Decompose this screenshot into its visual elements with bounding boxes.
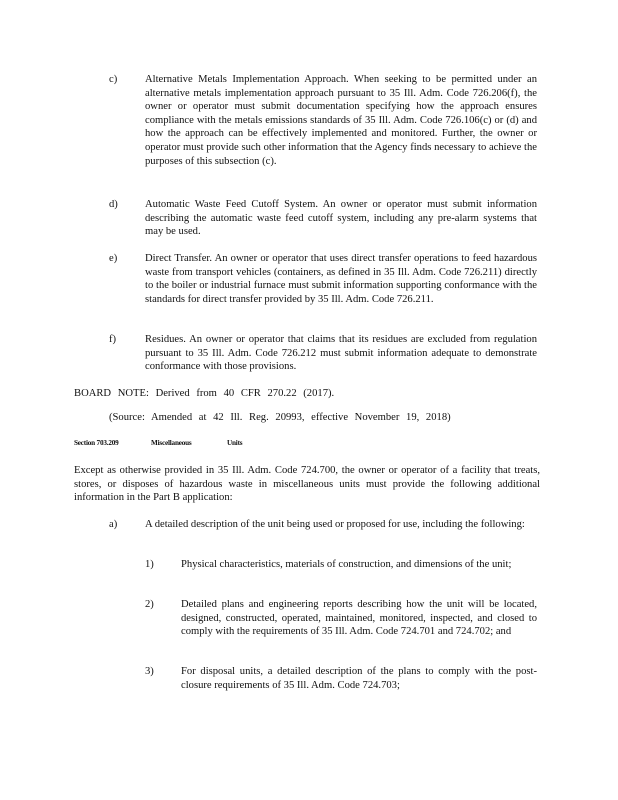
subitem-text-1: Physical characteristics, materials of construction, and dimensions of the unit; [181,559,512,570]
item-label-c: c) [109,74,118,85]
item-label-a: a) [109,519,118,530]
subitem-label-2: 2) [145,599,154,610]
item-text-a: A detailed description of the unit being used or proposed for use, including the following: [145,519,525,530]
item-label-f: f) [109,334,117,345]
subitem-label-3: 3) [145,666,154,677]
item-text-f: Residues. An owner or operator that claims that its residues are excluded from regulation pursuant to 35 Ill. Adm. Code 726.212 must submit information adequate to demonstrate conformance with those provisions. [145,334,537,373]
item-label-d: d) [109,199,118,210]
board-note: BOARD NOTE: Derived from 40 CFR 270.22 (2017). [74,388,335,399]
subitem-text-2: Detailed plans and engineering reports describing how the unit will be located, designed, constructed, operated, maintained, monitored, inspected, and closed to comply with the requirements of 35 Ill. Adm. Code 724.701 and 724.702; and [181,599,537,638]
section-number: Section 703.209 [74,439,119,447]
section-title-part-1: Miscellaneous [151,439,192,447]
item-text-d: Automatic Waste Feed Cutoff System. An owner or operator must submit information describing the automatic waste feed cutoff system, including any pre-alarm systems that may be used. [145,199,537,238]
source-note: (Source: Amended at 42 Ill. Reg. 20993, effective November 19, 2018) [109,412,451,423]
item-text-c: Alternative Metals Implementation Approach. When seeking to be permitted under an alternative metals implementation approach pursuant to 35 Ill. Adm. Code 726.206(f), the owner or operator must submit documentation specifying how the approach ensures compliance with the metals emissions standards of 35 Ill. Adm. Code 726.106(c) or (d) and how the approach can be effectively implemented and monitored. Further, the owner or operator must provide such other information that the Agency finds necessary to achieve the purposes of this subsection (c). [145,74,537,167]
item-text-e: Direct Transfer. An owner or operator that uses direct transfer operations to feed hazardous waste from transport vehicles (containers, as defined in 35 Ill. Adm. Code 726.211) directly to the boiler or industrial furnace must submit information supporting conformance with the standards for direct transfer provided by 35 Ill. Adm. Code 726.211. [145,253,537,305]
intro-paragraph: Except as otherwise provided in 35 Ill. Adm. Code 724.700, the owner or operator of a facility that treats, stores, or disposes of hazardous waste in miscellaneous units must provide the following additional information in the Part B application: [74,465,540,504]
subitem-text-3: For disposal units, a detailed description of the plans to comply with the post-closure requirements of 35 Ill. Adm. Code 724.703; [181,666,537,691]
section-title-part-2: Units [227,439,243,447]
section-heading [74,439,242,447]
subitem-label-1: 1) [145,559,154,570]
item-label-e: e) [109,253,118,264]
